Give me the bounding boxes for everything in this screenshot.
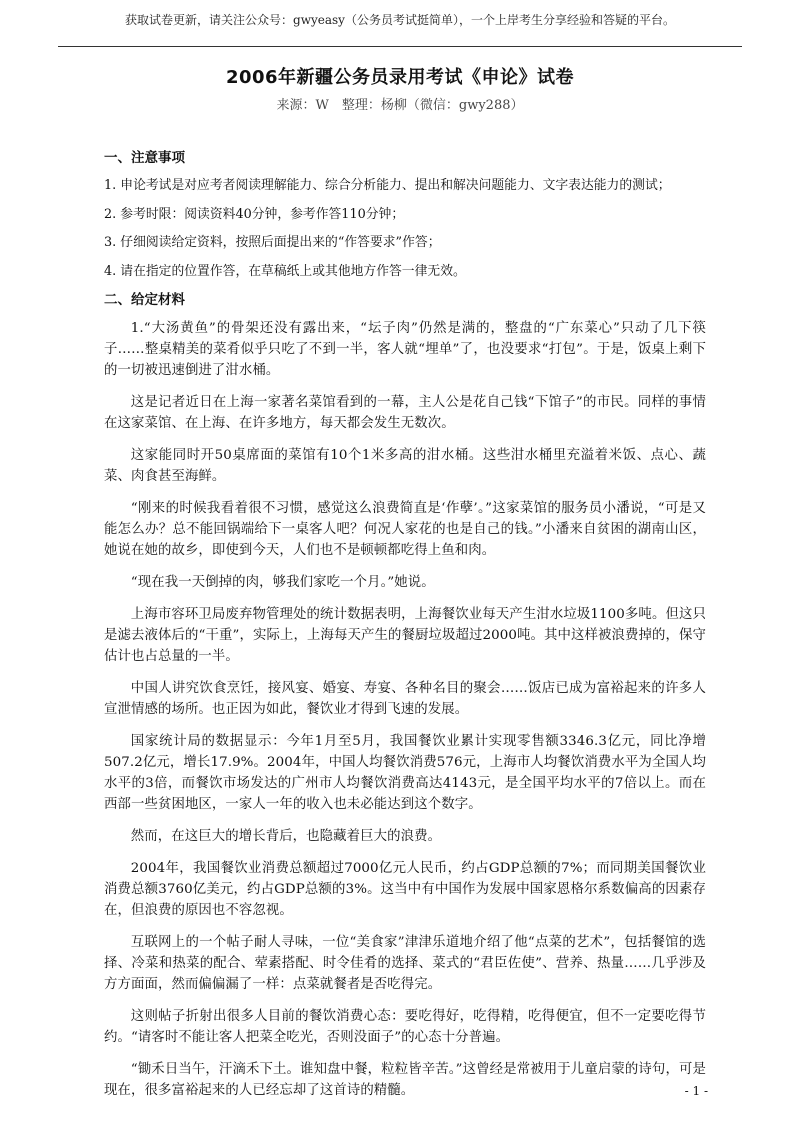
material-paragraph: 然而，在这巨大的增长背后，也隐藏着巨大的浪费。 — [130, 829, 442, 844]
material-paragraph: “刚来的时候我看着很不习惯，感觉这么浪费简直是‘作孽’。”这家菜馆的服务员小潘说，“可是又能怎么办？总不能回锅端给下一桌客人吧？何况人家花的也是自己的钱。”小潘来自贫困的湖南山区，她说在她的故乡，即使到今天，人们也不是顿顿都吃得上鱼和肉。 — [104, 501, 706, 558]
material-paragraph: 上海市容环卫局废弃物管理处的统计数据表明，上海餐饮业每天产生泔水垃圾1100多吨。但这只是滤去液体后的“干重”，实际上，上海每天产生的餐厨垃圾超过2000吨。其中这样被浪费掉的，保守估计也占总量的一半。 — [104, 607, 706, 664]
material-paragraph: 1.“大汤黄鱼”的骨架还没有露出来，“坛子肉”仍然是满的，整盘的“广东菜心”只动了几下筷子……整桌精美的菜肴似乎只吃了不到一半，客人就“埋单”了，也没要求“打包”。于是，饭桌上剩下的一切被迅速倒进了泔水桶。 — [104, 321, 706, 378]
material-paragraph: 这家能同时开50桌席面的菜馆有10个1米多高的泔水桶。这些泔水桶里充溢着米饭、点心、蔬菜、肉食甚至海鲜。 — [104, 448, 706, 484]
material-paragraph: 2004年，我国餐饮业消费总额超过7000亿元人民币，约占GDP总额的7%；而同期美国餐饮业消费总额3760亿美元，约占GDP总额的3%。这当中有中国作为发展中国家恩格尔系数偏高的因素存在，但浪费的原因也不容忽视。 — [104, 861, 706, 918]
header-note: 获取试卷更新，请关注公众号：gwyeasy（公务员考试挺简单），一个上岸考生分享经验和答疑的平台。 — [125, 13, 675, 27]
material-paragraph: 这则帖子折射出很多人目前的餐饮消费心态：要吃得好，吃得精，吃得便宜，但不一定要吃得节约。“请客时不能让客人把菜全吃光，否则没面子”的心态十分普遍。 — [104, 1009, 706, 1045]
page-number: - 1 - — [684, 1084, 708, 1098]
material-paragraph: 互联网上的一个帖子耐人寻味，一位“美食家”津津乐道地介绍了他“点菜的艺术”，包括餐馆的选择、冷菜和热菜的配合、荤素搭配、时令佳肴的选择、菜式的“君臣佐使”、营养、热量……几乎涉及方方面面，然而偏偏漏了一样：点菜就餐者是否吃得完。 — [104, 935, 706, 992]
material-paragraph: 国家统计局的数据显示：今年1月至5月，我国餐饮业累计实现零售额3346.3亿元，同比净增507.2亿元，增长17.9%。2004年，中国人均餐饮消费576元，上海市人均餐饮消费水平为全国人均水平的3倍，而餐饮市场发达的广州市人均餐饮消费高达4143元，是全国平均水平的7倍以上。而在西部一些贫困地区，一家人一年的收入也未必能达到这个数字。 — [104, 734, 706, 812]
header-divider — [58, 46, 742, 47]
material-paragraph: “锄禾日当午，汗滴禾下土。谁知盘中餐，粒粒皆辛苦。”这曾经是常被用于儿童启蒙的诗句，可是现在，很多富裕起来的人已经忘却了这首诗的精髓。 — [104, 1062, 706, 1098]
material-paragraph: 这是记者近日在上海一家著名菜馆看到的一幕，主人公是花自己钱“下馆子”的市民。同样的事情在这家菜馆、在上海、在许多地方，每天都会发生无数次。 — [104, 395, 706, 431]
note-item: 2. 参考时限：阅读资料40分钟，参考作答110分钟； — [104, 206, 405, 222]
note-item: 3. 仔细阅读给定资料，按照后面提出来的“作答要求”作答； — [104, 235, 441, 250]
material-paragraph: 中国人讲究饮食烹饪，接风宴、婚宴、寿宴、各种名目的聚会……饭店已成为富裕起来的许多人宣泄情感的场所。也正因为如此，餐饮业才得到飞速的发展。 — [104, 681, 706, 717]
source-line: 来源：W 整理：杨柳（微信：gwy288） — [276, 98, 524, 113]
page-title: 2006年新疆公务员录用考试《申论》试卷 — [225, 67, 575, 88]
material-paragraph: “现在我一天倒掉的肉，够我们家吃一个月。”她说。 — [130, 575, 435, 590]
section-heading-notes: 一、注意事项 — [104, 150, 185, 166]
note-item: 4. 请在指定的位置作答，在草稿纸上或其他地方作答一律无效。 — [104, 263, 466, 279]
note-item: 1. 申论考试是对应考者阅读理解能力、综合分析能力、提出和解决问题能力、文字表达能力的测试； — [104, 178, 671, 193]
section-heading-materials: 二、给定材料 — [104, 292, 185, 308]
document-body — [104, 148, 706, 1112]
